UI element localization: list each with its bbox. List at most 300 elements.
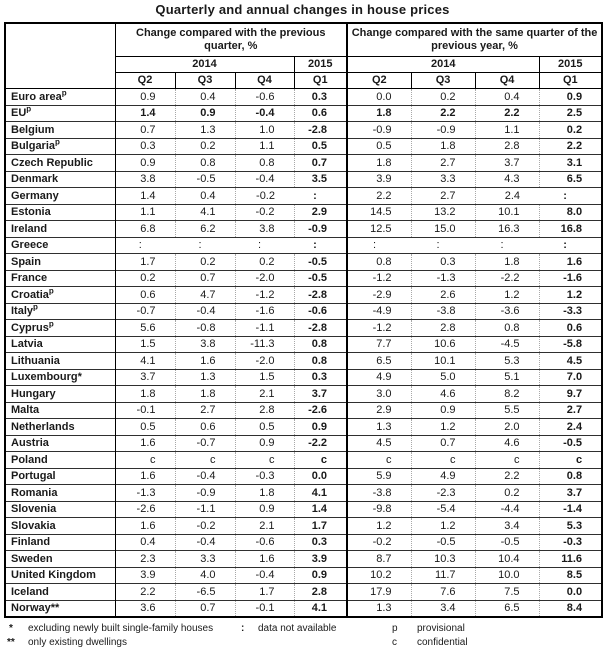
value-cell: 2.9: [294, 204, 347, 221]
value-cell: c: [411, 452, 475, 469]
value-cell: 1.2: [347, 518, 411, 535]
value-cell: :: [475, 237, 539, 254]
value-cell: 3.5: [294, 171, 347, 188]
value-cell: -0.9: [175, 485, 235, 502]
country-cell: Portugal: [5, 468, 115, 485]
value-cell: 2.7: [411, 155, 475, 172]
value-cell: 3.1: [539, 155, 602, 172]
header-q1-right: Q1: [539, 73, 602, 89]
value-cell: 10.6: [411, 336, 475, 353]
value-cell: 4.1: [294, 600, 347, 617]
footnote-colon-text: data not available: [258, 623, 337, 634]
value-cell: 0.2: [539, 122, 602, 139]
value-cell: -0.6: [235, 89, 294, 106]
value-cell: 5.5: [475, 402, 539, 419]
value-cell: :: [115, 237, 175, 254]
value-cell: -0.4: [175, 534, 235, 551]
value-cell: 1.1: [115, 204, 175, 221]
value-cell: 0.8: [294, 336, 347, 353]
value-cell: 4.3: [475, 171, 539, 188]
header-q4-right: Q4: [475, 73, 539, 89]
value-cell: -0.4: [175, 468, 235, 485]
value-cell: 3.4: [475, 518, 539, 535]
table-row: [5, 287, 602, 304]
value-cell: 0.9: [175, 105, 235, 122]
value-cell: -0.5: [411, 534, 475, 551]
value-cell: c: [539, 452, 602, 469]
value-cell: 5.3: [475, 353, 539, 370]
value-cell: :: [175, 237, 235, 254]
table-row: [5, 270, 602, 287]
country-cell: United Kingdom: [5, 567, 115, 584]
value-cell: 2.2: [347, 188, 411, 205]
value-cell: -0.3: [539, 534, 602, 551]
value-cell: 0.7: [115, 122, 175, 139]
value-cell: 2.6: [411, 287, 475, 304]
table-row: [5, 435, 602, 452]
value-cell: 1.7: [115, 254, 175, 271]
value-cell: -1.1: [175, 501, 235, 518]
value-cell: -6.5: [175, 584, 235, 601]
value-cell: -2.0: [235, 270, 294, 287]
country-cell: Euro area$^p$: [5, 89, 115, 106]
table-row: [5, 452, 602, 469]
value-cell: 3.7: [539, 485, 602, 502]
value-cell: 1.3: [175, 122, 235, 139]
footnote-c-symbol: c: [392, 637, 397, 648]
page-title: Quarterly and annual changes in house prices: [155, 2, 450, 17]
value-cell: 0.2: [175, 254, 235, 271]
value-cell: 7.0: [539, 369, 602, 386]
table-row: [5, 353, 602, 370]
value-cell: 0.6: [175, 419, 235, 436]
value-cell: 1.3: [347, 600, 411, 617]
value-cell: 6.5: [539, 171, 602, 188]
value-cell: 3.8: [115, 171, 175, 188]
country-cell: Sweden: [5, 551, 115, 568]
value-cell: 0.5: [294, 138, 347, 155]
value-cell: -2.3: [411, 485, 475, 502]
value-cell: 10.1: [475, 204, 539, 221]
value-cell: 1.7: [235, 584, 294, 601]
value-cell: 0.9: [294, 419, 347, 436]
header-year-2015-right: 2015: [539, 57, 602, 73]
country-cell: Ireland: [5, 221, 115, 238]
country-cell: Finland: [5, 534, 115, 551]
value-cell: 3.9: [347, 171, 411, 188]
value-cell: 2.9: [347, 402, 411, 419]
value-cell: -1.6: [539, 270, 602, 287]
value-cell: -0.5: [539, 435, 602, 452]
value-cell: 2.2: [539, 138, 602, 155]
value-cell: 11.6: [539, 551, 602, 568]
value-cell: 0.9: [235, 501, 294, 518]
value-cell: 0.2: [411, 89, 475, 106]
value-cell: 0.7: [294, 155, 347, 172]
value-cell: 0.0: [347, 89, 411, 106]
value-cell: -0.2: [347, 534, 411, 551]
country-cell: Italy$^p$: [5, 303, 115, 320]
value-cell: 2.7: [175, 402, 235, 419]
value-cell: 0.5: [115, 419, 175, 436]
country-cell: Hungary: [5, 386, 115, 403]
value-cell: 1.4: [115, 105, 175, 122]
value-cell: -3.8: [411, 303, 475, 320]
value-cell: 3.8: [235, 221, 294, 238]
value-cell: 2.7: [539, 402, 602, 419]
value-cell: 15.0: [411, 221, 475, 238]
table-row: [5, 584, 602, 601]
value-cell: -0.2: [175, 518, 235, 535]
value-cell: -5.8: [539, 336, 602, 353]
table-body: [5, 89, 602, 618]
country-cell: Netherlands: [5, 419, 115, 436]
country-cell: Poland: [5, 452, 115, 469]
value-cell: 1.2: [539, 287, 602, 304]
value-cell: 2.8: [475, 138, 539, 155]
value-cell: -0.5: [294, 254, 347, 271]
table-row: [5, 386, 602, 403]
value-cell: -0.4: [235, 105, 294, 122]
value-cell: c: [294, 452, 347, 469]
value-cell: -0.5: [475, 534, 539, 551]
table-row: [5, 138, 602, 155]
country-cell: Denmark: [5, 171, 115, 188]
value-cell: c: [347, 452, 411, 469]
country-cell: Germany: [5, 188, 115, 205]
value-cell: 7.7: [347, 336, 411, 353]
value-cell: 2.7: [411, 188, 475, 205]
value-cell: 1.4: [115, 188, 175, 205]
value-cell: 1.8: [411, 138, 475, 155]
value-cell: 0.2: [475, 485, 539, 502]
value-cell: :: [294, 188, 347, 205]
value-cell: 4.0: [175, 567, 235, 584]
table-row: [5, 600, 602, 617]
country-cell: Belgium: [5, 122, 115, 139]
value-cell: 1.8: [115, 386, 175, 403]
table-row: [5, 369, 602, 386]
value-cell: 1.5: [235, 369, 294, 386]
value-cell: 4.7: [175, 287, 235, 304]
value-cell: 0.5: [347, 138, 411, 155]
table-row: [5, 501, 602, 518]
value-cell: 1.8: [175, 386, 235, 403]
value-cell: 1.4: [294, 501, 347, 518]
footnotes: [0, 623, 605, 655]
value-cell: 1.2: [475, 287, 539, 304]
value-cell: 0.9: [115, 155, 175, 172]
value-cell: 0.6: [539, 320, 602, 337]
header-year-2014-left: 2014: [115, 57, 294, 73]
value-cell: 1.6: [115, 468, 175, 485]
value-cell: -0.6: [294, 303, 347, 320]
value-cell: -2.8: [294, 320, 347, 337]
value-cell: 1.8: [347, 105, 411, 122]
table-row: [5, 468, 602, 485]
value-cell: -0.7: [115, 303, 175, 320]
table-row: [5, 336, 602, 353]
value-cell: -0.2: [235, 204, 294, 221]
value-cell: -1.2: [347, 320, 411, 337]
value-cell: -0.1: [115, 402, 175, 419]
value-cell: 5.9: [347, 468, 411, 485]
value-cell: 0.3: [294, 534, 347, 551]
country-cell: Slovakia: [5, 518, 115, 535]
value-cell: 4.6: [411, 386, 475, 403]
value-cell: -3.3: [539, 303, 602, 320]
value-cell: 3.8: [175, 336, 235, 353]
country-cell: Romania: [5, 485, 115, 502]
value-cell: -0.2: [235, 188, 294, 205]
value-cell: 5.6: [115, 320, 175, 337]
country-cell: Lithuania: [5, 353, 115, 370]
table-row: [5, 122, 602, 139]
table-header: [5, 23, 602, 89]
value-cell: 16.8: [539, 221, 602, 238]
header-q2-right: Q2: [347, 73, 411, 89]
table-row: [5, 485, 602, 502]
value-cell: 10.2: [347, 567, 411, 584]
table-row: [5, 551, 602, 568]
value-cell: 0.8: [294, 353, 347, 370]
value-cell: -1.3: [115, 485, 175, 502]
value-cell: 6.5: [475, 600, 539, 617]
value-cell: -2.8: [294, 122, 347, 139]
table-row: [5, 188, 602, 205]
footnote-dstar-symbol: **: [7, 637, 15, 648]
value-cell: 0.4: [175, 89, 235, 106]
value-cell: 0.7: [175, 600, 235, 617]
value-cell: 4.5: [347, 435, 411, 452]
value-cell: -0.4: [235, 171, 294, 188]
value-cell: 2.4: [475, 188, 539, 205]
value-cell: 0.2: [175, 138, 235, 155]
table-row: [5, 402, 602, 419]
value-cell: 6.2: [175, 221, 235, 238]
value-cell: 1.3: [347, 419, 411, 436]
value-cell: 17.9: [347, 584, 411, 601]
footnote-colon-symbol: :: [241, 623, 245, 634]
value-cell: 1.6: [539, 254, 602, 271]
value-cell: 1.2: [411, 518, 475, 535]
country-cell: Latvia: [5, 336, 115, 353]
value-cell: 3.7: [115, 369, 175, 386]
value-cell: -0.6: [235, 534, 294, 551]
value-cell: -2.2: [475, 270, 539, 287]
header-q3-right: Q3: [411, 73, 475, 89]
header-year-2015-left: 2015: [294, 57, 347, 73]
country-cell: Bulgaria$^p$: [5, 138, 115, 155]
country-cell: Iceland: [5, 584, 115, 601]
value-cell: 12.5: [347, 221, 411, 238]
value-cell: -0.7: [175, 435, 235, 452]
value-cell: -0.1: [235, 600, 294, 617]
value-cell: 3.9: [294, 551, 347, 568]
value-cell: 0.2: [115, 270, 175, 287]
table-row: [5, 419, 602, 436]
country-cell: France: [5, 270, 115, 287]
country-cell: Austria: [5, 435, 115, 452]
value-cell: c: [235, 452, 294, 469]
value-cell: -0.3: [235, 468, 294, 485]
value-cell: :: [539, 237, 602, 254]
value-cell: -2.2: [294, 435, 347, 452]
value-cell: 10.4: [475, 551, 539, 568]
header-year-on-year: Change compared with the same quarter of the previous year, %: [347, 23, 602, 57]
value-cell: -2.6: [115, 501, 175, 518]
value-cell: 8.5: [539, 567, 602, 584]
header-prev-quarter: Change compared with the previous quarter, %: [115, 23, 347, 57]
value-cell: -0.5: [294, 270, 347, 287]
value-cell: 2.1: [235, 518, 294, 535]
value-cell: 0.2: [235, 254, 294, 271]
value-cell: 2.3: [115, 551, 175, 568]
value-cell: 2.8: [235, 402, 294, 419]
value-cell: 0.8: [347, 254, 411, 271]
footnote-star-text: excluding newly built single-family houses: [28, 623, 214, 634]
value-cell: -0.9: [347, 122, 411, 139]
value-cell: -3.8: [347, 485, 411, 502]
value-cell: 2.8: [411, 320, 475, 337]
value-cell: 3.7: [294, 386, 347, 403]
country-cell: Norway**: [5, 600, 115, 617]
value-cell: 2.8: [294, 584, 347, 601]
value-cell: 0.9: [115, 89, 175, 106]
value-cell: -0.5: [175, 171, 235, 188]
value-cell: 5.1: [475, 369, 539, 386]
value-cell: 1.6: [175, 353, 235, 370]
table-row: [5, 204, 602, 221]
table-row: [5, 567, 602, 584]
value-cell: c: [475, 452, 539, 469]
value-cell: 1.6: [115, 435, 175, 452]
country-cell: Cyprus$^p$: [5, 320, 115, 337]
table-row: [5, 155, 602, 172]
value-cell: 4.1: [175, 204, 235, 221]
value-cell: 1.0: [235, 122, 294, 139]
table-row: [5, 105, 602, 122]
value-cell: 4.6: [475, 435, 539, 452]
table-row: [5, 320, 602, 337]
value-cell: 3.0: [347, 386, 411, 403]
value-cell: 0.4: [175, 188, 235, 205]
value-cell: 1.8: [235, 485, 294, 502]
value-cell: 7.6: [411, 584, 475, 601]
value-cell: 14.5: [347, 204, 411, 221]
value-cell: 0.9: [294, 567, 347, 584]
value-cell: 7.5: [475, 584, 539, 601]
value-cell: 3.9: [115, 567, 175, 584]
house-prices-table: [4, 22, 603, 618]
value-cell: 5.0: [411, 369, 475, 386]
value-cell: -5.4: [411, 501, 475, 518]
value-cell: 1.6: [235, 551, 294, 568]
value-cell: 0.7: [175, 270, 235, 287]
table-row: [5, 221, 602, 238]
value-cell: :: [347, 237, 411, 254]
value-cell: 0.3: [411, 254, 475, 271]
value-cell: 8.4: [539, 600, 602, 617]
country-column-header: [5, 23, 115, 89]
value-cell: 0.4: [115, 534, 175, 551]
value-cell: -0.8: [175, 320, 235, 337]
value-cell: 3.6: [115, 600, 175, 617]
header-q3-left: Q3: [175, 73, 235, 89]
value-cell: 10.3: [411, 551, 475, 568]
value-cell: 0.3: [294, 369, 347, 386]
country-cell: Estonia: [5, 204, 115, 221]
value-cell: :: [411, 237, 475, 254]
value-cell: 1.5: [115, 336, 175, 353]
value-cell: 1.3: [175, 369, 235, 386]
value-cell: -11.3: [235, 336, 294, 353]
value-cell: 5.3: [539, 518, 602, 535]
country-cell: Luxembourg*: [5, 369, 115, 386]
value-cell: -3.6: [475, 303, 539, 320]
value-cell: 0.8: [539, 468, 602, 485]
value-cell: 8.2: [475, 386, 539, 403]
value-cell: 1.8: [475, 254, 539, 271]
value-cell: 6.8: [115, 221, 175, 238]
value-cell: -0.9: [294, 221, 347, 238]
value-cell: 2.1: [235, 386, 294, 403]
value-cell: 1.2: [411, 419, 475, 436]
header-year-2014-right: 2014: [347, 57, 539, 73]
value-cell: :: [539, 188, 602, 205]
value-cell: 16.3: [475, 221, 539, 238]
value-cell: 11.7: [411, 567, 475, 584]
value-cell: :: [294, 237, 347, 254]
header-q1-left: Q1: [294, 73, 347, 89]
table-row: [5, 89, 602, 106]
value-cell: 2.0: [475, 419, 539, 436]
value-cell: 10.0: [475, 567, 539, 584]
country-cell: Spain: [5, 254, 115, 271]
value-cell: 0.6: [294, 105, 347, 122]
value-cell: 3.4: [411, 600, 475, 617]
header-q2-left: Q2: [115, 73, 175, 89]
value-cell: c: [115, 452, 175, 469]
value-cell: -2.9: [347, 287, 411, 304]
value-cell: -4.5: [475, 336, 539, 353]
value-cell: 3.3: [175, 551, 235, 568]
value-cell: 0.4: [475, 89, 539, 106]
value-cell: 0.8: [235, 155, 294, 172]
country-cell: Croatia$^p$: [5, 287, 115, 304]
value-cell: -0.4: [175, 303, 235, 320]
value-cell: -1.3: [411, 270, 475, 287]
value-cell: 2.2: [115, 584, 175, 601]
value-cell: 3.7: [475, 155, 539, 172]
value-cell: -0.9: [411, 122, 475, 139]
value-cell: 0.7: [411, 435, 475, 452]
value-cell: 0.9: [539, 89, 602, 106]
value-cell: 4.9: [347, 369, 411, 386]
value-cell: c: [175, 452, 235, 469]
value-cell: 0.0: [294, 468, 347, 485]
value-cell: 1.8: [347, 155, 411, 172]
value-cell: 13.2: [411, 204, 475, 221]
value-cell: -4.9: [347, 303, 411, 320]
country-cell: Greece: [5, 237, 115, 254]
table-row: [5, 518, 602, 535]
footnote-p-symbol: p: [392, 623, 398, 634]
header-q4-left: Q4: [235, 73, 294, 89]
value-cell: 1.7: [294, 518, 347, 535]
value-cell: 4.5: [539, 353, 602, 370]
value-cell: 0.6: [115, 287, 175, 304]
